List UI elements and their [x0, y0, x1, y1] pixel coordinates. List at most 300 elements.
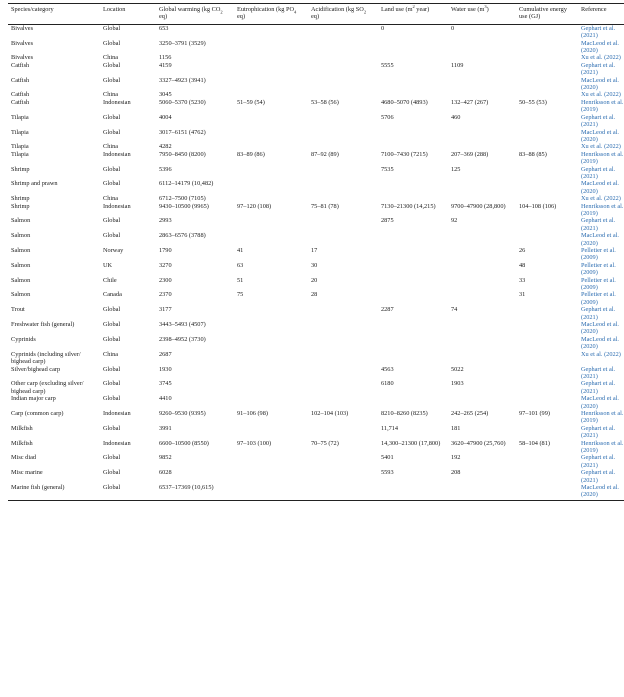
- cell-global-warming: 7950–8450 (8200): [159, 150, 206, 158]
- cell-global-warming: 4282: [159, 143, 172, 151]
- cell-species: Trout: [11, 306, 25, 314]
- cell-acidification: [308, 232, 378, 247]
- cell-species: Indian major carp: [11, 395, 56, 403]
- cell-reference[interactable]: Pelletier et al. (2009): [581, 291, 616, 306]
- cell-global-warming: 2398–4952 (3730): [159, 335, 206, 343]
- cell-acidification: [308, 24, 378, 39]
- cell-eutrophication: [234, 143, 308, 150]
- cell-eutrophication: [234, 306, 308, 321]
- cell-species: Freshwater fish (general): [11, 321, 75, 329]
- cell-reference[interactable]: Henriksson et al. (2019): [581, 98, 624, 114]
- cell-global-warming: 2993: [159, 217, 172, 225]
- cell-reference[interactable]: Gephart et al. (2021): [581, 424, 616, 440]
- cell-energy-use: [516, 454, 578, 469]
- cell-global-warming: 2300: [159, 276, 172, 284]
- cell-eutrophication: [234, 91, 308, 98]
- cell-land-use: [378, 54, 448, 61]
- header-row: [8, 4, 624, 25]
- cell-location: China: [103, 91, 119, 99]
- cell-species: Shrimp and prawn: [11, 180, 58, 188]
- cell-water-use: 74: [451, 306, 458, 314]
- cell-location: China: [103, 350, 119, 358]
- cell-energy-use: [516, 166, 578, 181]
- cell-acidification: [308, 351, 378, 366]
- cell-species: Carp (common carp): [11, 409, 64, 417]
- cell-land-use: [378, 247, 448, 262]
- cell-reference[interactable]: Pelletier et al. (2009): [581, 261, 616, 277]
- cell-eutrophication: [234, 129, 308, 144]
- cell-location: Global: [103, 365, 121, 373]
- cell-water-use: [448, 143, 516, 150]
- table-row: [8, 351, 624, 366]
- cell-global-warming: 6537–17369 (10,615): [156, 484, 234, 500]
- cell-location: Global: [103, 395, 121, 403]
- cell-global-warming: 5060–5370 (5230): [159, 98, 206, 106]
- cell-location: Global: [103, 128, 121, 136]
- cell-acidification: [308, 454, 378, 469]
- cell-land-use: [378, 277, 448, 292]
- cell-water-use: 192: [451, 454, 461, 462]
- cell-location: Global: [103, 76, 121, 84]
- cell-acidification: 20: [311, 276, 318, 284]
- cell-water-use: [448, 277, 516, 292]
- cell-reference[interactable]: Gephart et al. (2021): [581, 469, 616, 484]
- cell-reference[interactable]: Henriksson et al. (2019): [581, 202, 624, 217]
- col-energy-use: Cumulative energy use (GJ): [516, 4, 578, 25]
- cell-global-warming: 4004: [159, 113, 172, 121]
- cell-species: Salmon: [11, 247, 31, 254]
- cell-energy-use: [516, 306, 578, 321]
- cell-water-use: 181: [451, 424, 461, 432]
- table-row: [8, 469, 624, 484]
- cell-acidification: [308, 336, 378, 351]
- cell-water-use: 242–265 (254): [451, 409, 489, 417]
- cell-water-use: [448, 129, 516, 144]
- cell-land-use: [378, 129, 448, 144]
- cell-location: China: [103, 195, 119, 203]
- cell-species: Cyprinids: [11, 335, 36, 343]
- cell-location: Global: [103, 24, 121, 32]
- cell-land-use: 14,300–21300 (17,800): [381, 439, 441, 447]
- cell-energy-use: [516, 40, 578, 55]
- cell-species: Shrimp: [11, 165, 30, 173]
- cell-land-use: [378, 180, 448, 195]
- table-row: [8, 366, 624, 381]
- cell-energy-use: [516, 62, 578, 77]
- cell-land-use: 7100–7430 (7215): [381, 150, 428, 158]
- cell-eutrophication: [234, 395, 308, 410]
- cell-land-use: [378, 91, 448, 98]
- cell-species: Catfish: [11, 98, 30, 106]
- cell-global-warming: 1790: [159, 247, 172, 254]
- cell-energy-use: [516, 395, 578, 410]
- cell-water-use: [448, 321, 516, 336]
- cell-species: Bivalves: [11, 24, 34, 32]
- table-row: [8, 454, 624, 469]
- cell-water-use: 125: [451, 165, 461, 173]
- cell-eutrophication: [234, 351, 308, 366]
- cell-eutrophication: [234, 380, 308, 395]
- cell-eutrophication: 51–59 (54): [237, 98, 265, 106]
- cell-acidification: [308, 469, 378, 484]
- cell-water-use: [448, 247, 516, 262]
- cell-land-use: 6180: [381, 380, 394, 388]
- cell-water-use: [448, 232, 516, 247]
- cell-global-warming: 6028: [159, 469, 172, 477]
- cell-land-use: 5593: [381, 469, 394, 477]
- cell-land-use: [378, 143, 448, 150]
- cell-global-warming: 3327–4923 (3941): [159, 76, 206, 84]
- cell-acidification: [308, 366, 378, 381]
- cell-acidification: [308, 395, 378, 410]
- table-row: [8, 77, 624, 92]
- cell-acidification: 17: [311, 247, 318, 254]
- cell-species: Shrimp: [11, 202, 30, 210]
- col-location: Location: [100, 4, 156, 25]
- table-row: [8, 217, 624, 232]
- table-row: [8, 410, 624, 425]
- cell-water-use: [448, 395, 516, 410]
- cell-acidification: [308, 195, 378, 202]
- cell-location: Global: [103, 454, 121, 462]
- cell-eutrophication: [234, 232, 308, 247]
- cell-water-use: 92: [451, 217, 458, 225]
- table-row: [8, 306, 624, 321]
- cell-location: Global: [103, 424, 121, 432]
- cell-eutrophication: [234, 40, 308, 55]
- cell-water-use: 1903: [451, 380, 464, 388]
- table-row: [8, 277, 624, 292]
- cell-species: Catfish: [11, 91, 30, 99]
- cell-reference[interactable]: Henriksson et al. (2019): [581, 439, 624, 454]
- cell-eutrophication: 51: [237, 276, 244, 284]
- cell-location: Norway: [103, 247, 124, 254]
- cell-global-warming: 2370: [159, 291, 172, 299]
- cell-eutrophication: 63: [237, 261, 244, 269]
- cell-reference[interactable]: Xu et al. (2022): [581, 350, 621, 358]
- cell-reference[interactable]: MacLeod et al. (2020): [581, 128, 619, 143]
- cell-eutrophication: 91–106 (98): [237, 409, 268, 417]
- cell-water-use: [448, 484, 516, 500]
- cell-global-warming: 3250–3791 (3529): [159, 39, 206, 47]
- cell-location: UK: [103, 261, 113, 269]
- cell-reference[interactable]: MacLeod et al. (2020): [581, 39, 619, 55]
- cell-energy-use: 58–104 (81): [519, 439, 550, 447]
- cell-reference[interactable]: Henriksson et al. (2019): [581, 150, 624, 166]
- table-row: [8, 425, 624, 440]
- cell-species: Milkfish: [11, 424, 33, 432]
- cell-species: Salmon: [11, 217, 31, 225]
- cell-water-use: [448, 351, 516, 366]
- cell-species: Silver/bighead carp: [11, 365, 61, 373]
- cell-location: Chile: [103, 276, 117, 284]
- cell-global-warming: 3045: [159, 91, 172, 99]
- cell-location: Global: [103, 217, 121, 225]
- cell-species: Catfish: [11, 76, 30, 84]
- cell-reference[interactable]: Xu et al. (2022): [581, 54, 621, 62]
- cell-eutrophication: [234, 469, 308, 484]
- cell-location: Global: [103, 335, 121, 343]
- cell-eutrophication: 83–89 (86): [237, 150, 265, 158]
- cell-reference[interactable]: Gephart et al. (2021): [581, 165, 616, 180]
- table-row: [8, 321, 624, 336]
- cell-eutrophication: [234, 195, 308, 202]
- table-row: [8, 180, 624, 195]
- cell-acidification: [308, 484, 378, 500]
- cell-acidification: 87–92 (89): [311, 150, 339, 158]
- cell-location: Indonesian: [103, 150, 131, 158]
- cell-acidification: [308, 380, 378, 395]
- cell-eutrophication: [234, 77, 308, 92]
- cell-water-use: 5022: [451, 365, 464, 373]
- cell-location: Indonesian: [103, 98, 131, 106]
- cell-species: Milkfish: [11, 439, 33, 447]
- cell-acidification: [308, 129, 378, 144]
- cell-species: Marine fish (general): [8, 484, 100, 500]
- cell-water-use: 0: [451, 24, 455, 32]
- cell-species: Shrimp: [11, 195, 30, 203]
- table-row: [8, 262, 624, 277]
- col-water-use: Water use $(m^3)$: [448, 4, 516, 25]
- cell-global-warming: 9430–10500 (9965): [159, 202, 209, 210]
- cell-eutrophication: 75: [237, 291, 244, 299]
- table-row: [8, 62, 624, 77]
- table-row: [8, 440, 624, 455]
- cell-water-use: [448, 40, 516, 55]
- cell-eutrophication: [234, 62, 308, 77]
- cell-reference[interactable]: Henriksson et al. (2019): [581, 409, 624, 425]
- cell-energy-use: [516, 129, 578, 144]
- cell-water-use: [448, 54, 516, 61]
- cell-species: Salmon: [11, 276, 31, 284]
- cell-land-use: 8210–8260 (8235): [381, 409, 428, 417]
- cell-energy-use: [516, 143, 578, 150]
- cell-land-use: [378, 395, 448, 410]
- cell-reference[interactable]: Gephart et al. (2021): [581, 61, 616, 77]
- cell-reference[interactable]: Pelletier et al. (2009): [581, 247, 616, 262]
- cell-land-use: 0: [381, 24, 385, 32]
- cell-species: Cyprinids (including silver/ bighead carp): [11, 350, 81, 366]
- cell-reference[interactable]: MacLeod et al. (2020): [581, 395, 619, 410]
- cell-energy-use: [516, 91, 578, 98]
- cell-global-warming: 6712–7500 (7105): [159, 195, 206, 203]
- cell-water-use: [448, 77, 516, 92]
- cell-global-warming: 4159: [159, 61, 172, 69]
- cell-global-warming: 6112–14179 (10,482): [159, 180, 214, 188]
- col-species: Species/category: [8, 4, 100, 25]
- cell-location: Global: [103, 39, 121, 47]
- cell-global-warming: 5396: [159, 165, 172, 173]
- cell-water-use: [448, 180, 516, 195]
- cell-eutrophication: 97–103 (100): [237, 439, 272, 447]
- cell-eutrophication: 41: [237, 247, 244, 254]
- cell-land-use: [378, 351, 448, 366]
- cell-acidification: [308, 40, 378, 55]
- cell-acidification: [308, 180, 378, 195]
- cell-reference[interactable]: MacLeod et al. (2020): [581, 335, 619, 351]
- cell-location: China: [103, 54, 119, 62]
- cell-global-warming: 1930: [159, 365, 172, 373]
- cell-water-use: [448, 195, 516, 202]
- col-acidification: Acidification (kg $SO_2$ eq): [308, 4, 378, 25]
- cell-reference[interactable]: Pelletier et al. (2009): [581, 276, 616, 292]
- cell-land-use: [378, 262, 448, 277]
- cell-global-warming: 1156: [159, 54, 172, 62]
- cell-eutrophication: [234, 454, 308, 469]
- cell-water-use: 208: [451, 469, 461, 477]
- cell-location: Global: [100, 484, 156, 500]
- cell-location: Global: [103, 113, 121, 121]
- cell-species: Bivalves: [11, 54, 34, 62]
- cell-eutrophication: [234, 114, 308, 129]
- table-row: [8, 54, 624, 61]
- cell-land-use: 4680–5070 (4893): [381, 98, 428, 106]
- cell-reference[interactable]: Xu et al. (2022): [581, 195, 621, 203]
- cell-eutrophication: [234, 425, 308, 440]
- cell-energy-use: [516, 24, 578, 39]
- cell-water-use: 460: [451, 113, 461, 121]
- cell-species: Tilapia: [11, 113, 29, 121]
- cell-global-warming: 653: [159, 24, 169, 32]
- cell-energy-use: 97–101 (99): [519, 409, 550, 417]
- cell-land-use: 11,714: [381, 424, 399, 432]
- cell-acidification: [308, 91, 378, 98]
- cell-land-use: 2875: [381, 217, 394, 225]
- cell-energy-use: 31: [519, 291, 526, 299]
- cell-global-warming: 3991: [159, 424, 172, 432]
- cell-species: Bivalves: [11, 39, 34, 47]
- table-body: [8, 24, 624, 500]
- cell-global-warming: 3443–5493 (4507): [159, 321, 206, 329]
- cell-acidification: [308, 306, 378, 321]
- cell-global-warming: 6600–10500 (8550): [159, 439, 209, 447]
- cell-land-use: [378, 195, 448, 202]
- cell-energy-use: 50–55 (53): [519, 98, 547, 106]
- cell-energy-use: [516, 336, 578, 351]
- cell-eutrophication: [234, 217, 308, 232]
- cell-energy-use: [516, 351, 578, 366]
- table-row: [8, 247, 624, 262]
- cell-species: Tilapia: [11, 150, 29, 158]
- cell-energy-use: [516, 321, 578, 336]
- cell-global-warming: 3177: [159, 306, 172, 314]
- cell-species: Misc marine: [11, 469, 43, 477]
- cell-species: Salmon: [11, 291, 31, 299]
- cell-water-use: 3620–47900 (25,760): [451, 439, 506, 447]
- cell-location: Global: [103, 380, 121, 388]
- cell-land-use: 5555: [381, 61, 394, 69]
- cell-global-warming: 3745: [159, 380, 172, 388]
- lca-table: [8, 3, 624, 501]
- cell-reference[interactable]: Gephart et al. (2021): [581, 306, 616, 321]
- cell-location: Indonesian: [103, 409, 131, 417]
- cell-land-use: [378, 232, 448, 247]
- cell-land-use: 7535: [381, 165, 394, 173]
- cell-reference[interactable]: Xu et al. (2022): [581, 143, 621, 151]
- cell-global-warming: 9260–9530 (9395): [159, 409, 206, 417]
- cell-acidification: [308, 321, 378, 336]
- col-land-use: Land use ($m^2$ year): [378, 4, 448, 25]
- cell-energy-use: 104–108 (106): [519, 202, 557, 210]
- cell-global-warming: 3270: [159, 261, 172, 269]
- cell-species: Tilapia: [11, 143, 29, 151]
- cell-species: Other carp (excluding silver/ bighead carp): [11, 380, 84, 395]
- cell-energy-use: 33: [519, 276, 526, 284]
- cell-eutrophication: 97–120 (108): [237, 202, 272, 210]
- cell-energy-use: 48: [519, 261, 526, 269]
- cell-reference[interactable]: Gephart et al. (2021): [581, 24, 616, 40]
- cell-location: Indonesian: [103, 202, 131, 210]
- cell-land-use: [378, 336, 448, 351]
- cell-energy-use: [516, 114, 578, 129]
- cell-energy-use: [516, 484, 578, 500]
- cell-water-use: 9700–47900 (28,800): [451, 202, 506, 210]
- cell-energy-use: [516, 180, 578, 195]
- cell-land-use: 5401: [381, 454, 394, 462]
- cell-reference[interactable]: Gephart et al. (2021): [581, 380, 616, 395]
- cell-water-use: [448, 91, 516, 98]
- cell-reference[interactable]: Gephart et al. (2021): [581, 365, 616, 380]
- cell-global-warming: 2687: [159, 350, 172, 358]
- cell-land-use: [378, 484, 448, 500]
- cell-eutrophication: [234, 54, 308, 61]
- cell-eutrophication: [234, 24, 308, 39]
- cell-water-use: 207–369 (288): [451, 150, 489, 158]
- cell-reference[interactable]: Gephart et al. (2021): [581, 113, 616, 129]
- cell-location: China: [103, 143, 119, 151]
- cell-energy-use: [516, 232, 578, 247]
- cell-global-warming: 9852: [159, 454, 172, 462]
- cell-reference[interactable]: MacLeod et al. (2020): [581, 76, 619, 92]
- cell-species: Salmon: [11, 261, 31, 269]
- cell-acidification: 75–81 (78): [311, 202, 339, 210]
- cell-reference[interactable]: MacLeod et al. (2020): [581, 232, 619, 247]
- cell-reference[interactable]: Gephart et al. (2021): [581, 217, 616, 232]
- cell-location: Indonesian: [103, 439, 131, 447]
- cell-location: Global: [103, 180, 121, 188]
- cell-reference[interactable]: Xu et al. (2022): [581, 91, 621, 99]
- cell-eutrophication: [234, 484, 308, 500]
- cell-acidification: 30: [311, 261, 318, 269]
- col-global-warming: Global warming (kg $CO_2$ eq): [156, 4, 234, 25]
- cell-eutrophication: [234, 180, 308, 195]
- table-row: [8, 203, 624, 218]
- table-row: [8, 380, 624, 395]
- cell-eutrophication: [234, 166, 308, 181]
- table-row: [8, 151, 624, 166]
- cell-reference[interactable]: MacLeod et al. (2020): [581, 321, 619, 336]
- table-row: [8, 40, 624, 55]
- cell-energy-use: [516, 217, 578, 232]
- cell-acidification: [308, 166, 378, 181]
- cell-land-use: [378, 77, 448, 92]
- cell-location: Global: [103, 321, 121, 329]
- cell-reference[interactable]: Gephart et al. (2021): [581, 454, 616, 469]
- cell-energy-use: [516, 380, 578, 395]
- cell-acidification: [308, 143, 378, 150]
- col-reference: Reference: [578, 4, 624, 25]
- cell-water-use: [448, 291, 516, 306]
- table-row: [8, 143, 624, 150]
- cell-reference[interactable]: MacLeod et al. (2020): [581, 180, 619, 195]
- cell-energy-use: [516, 77, 578, 92]
- cell-energy-use: [516, 54, 578, 61]
- cell-location: Global: [103, 306, 121, 314]
- cell-reference[interactable]: MacLeod et al. (2020): [578, 484, 624, 500]
- cell-location: Global: [103, 232, 121, 240]
- cell-location: Global: [103, 165, 121, 173]
- cell-land-use: [378, 40, 448, 55]
